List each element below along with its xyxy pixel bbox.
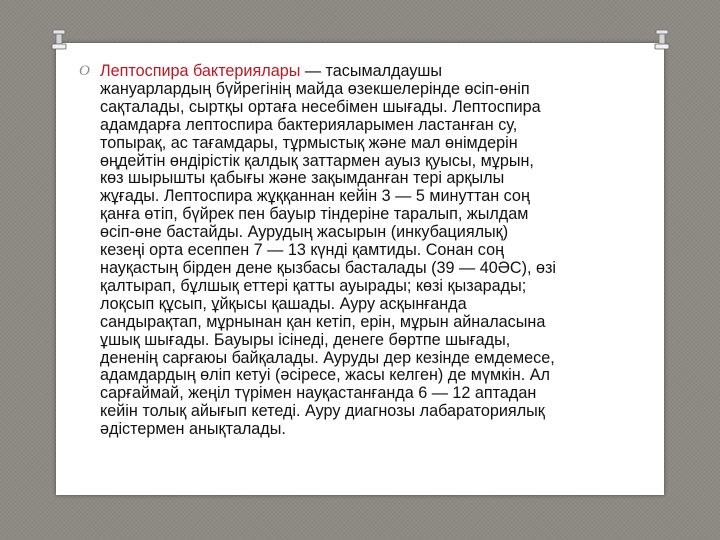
text-line: әдістермен анықталады. [100, 420, 286, 439]
text-line: өсіп-өне бастайды. Аурудың жасырын (инкубациялық) [100, 223, 509, 242]
first-line-rest: — тасымалдаушы [300, 62, 443, 80]
text-line: сарғаймай, жеңіл түрімен науқастанғанда 6 — 12 аптадан [100, 384, 537, 403]
text-line: сақталады, сыртқы ортаға несебімен шығады. Лептоспира [100, 97, 541, 116]
text-line: жұғады. Лептоспира жұққаннан кейін 3 — 5 минуттан соң [100, 187, 530, 206]
text-line: кезеңі орта есеппен 7 — 13 күнді қамтиды. Сонан соң [100, 241, 505, 260]
text-line: топырақ, ас тағамдары, тұрмыстық және мал өнімдерін [100, 133, 518, 152]
thumbtack-icon [51, 29, 67, 51]
thumbtack-icon [654, 29, 670, 51]
text-line: кейін толық айығып кетеді. Ауру диагнозы лабараториялық [100, 402, 545, 421]
text-line: жануарлардың бүйрегінің майда өзекшелерінде өсіп-өніп [100, 79, 530, 98]
text-line: өңдейтін өндірістік қалдық заттармен ауыз қуысы, мұрын, [100, 151, 534, 170]
text-line: ұшық шығады. Бауыры ісінеді, денеге бөртпе шығады, [100, 330, 511, 349]
text-line: сандырақтап, мұрнынан қан кетіп, ерін, мұрын айналасына [100, 312, 546, 331]
text-line: адамдарға лептоспира бактерияларымен ластанған су, [100, 115, 518, 134]
text-line: көз шырышты қабығы және зақымданған тері арқылы [100, 169, 505, 188]
text-line: адамдардың өліп кетуі (әсіресе, жасы келген) де мүмкін. Ал [100, 366, 550, 385]
text-line: қанға өтіп, бүйрек пен бауыр тіндеріне таралып, жылдам [100, 205, 529, 224]
text-line: дененің сарғаюы байқалады. Ауруды дер кезінде емдемесе, [100, 348, 555, 367]
highlighted-term: Лептоспира бактериялары [100, 62, 301, 80]
text-line: лоқсып құсып, ұйқысы қашады. Ауру асқынғанда [100, 294, 467, 313]
text-line: науқастың бірден дене қызбасы басталады (39 — 40ӘС), өзі [100, 258, 556, 277]
text-line [100, 63, 650, 81]
text-line: қалтырап, бұлшық еттері қатты ауырады; көзі қызарады; [100, 276, 527, 295]
body-paragraph [100, 63, 650, 439]
bullet-marker: O [79, 63, 90, 79]
